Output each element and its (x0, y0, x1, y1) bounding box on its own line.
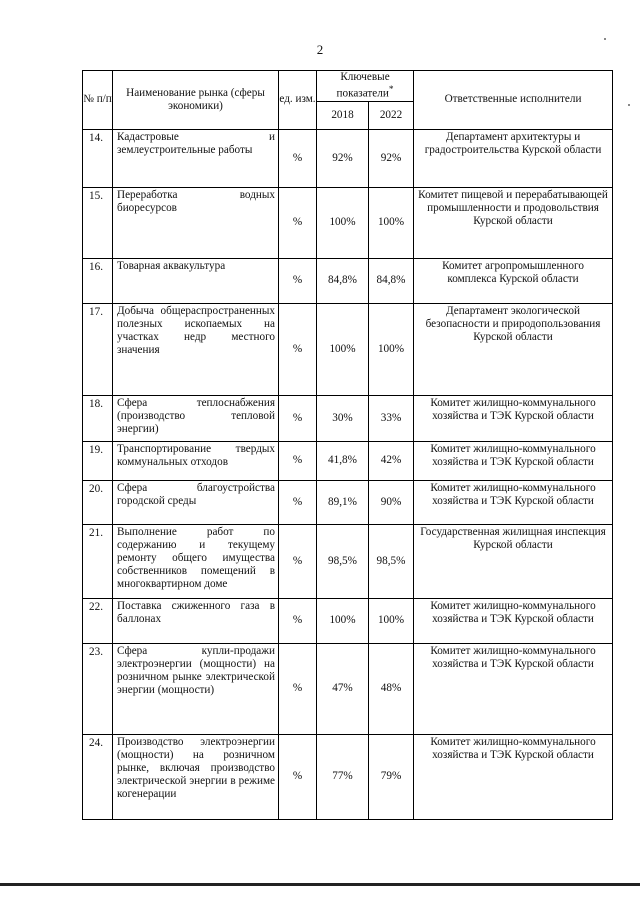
header-key-indicators-label: Ключевые показатели (336, 71, 390, 100)
table-row (83, 643, 613, 734)
market-name: Транспортирование твердых коммунальных отходов (113, 441, 279, 480)
unit: % (279, 129, 317, 187)
markets-table (82, 70, 613, 820)
unit: % (279, 480, 317, 524)
row-number: 22. (83, 598, 113, 643)
market-name: Сфера благоустройства городской среды (113, 480, 279, 524)
value-2022: 92% (369, 129, 414, 187)
value-2022: 100% (369, 303, 414, 395)
value-2018: 77% (317, 734, 369, 819)
responsible-executor: Комитет агропромышленного комплекса Курской области (414, 258, 613, 303)
responsible-executor: Комитет жилищно-коммунального хозяйства и ТЭК Курской области (414, 395, 613, 441)
responsible-executor: Государственная жилищная инспекция Курской области (414, 524, 613, 598)
unit: % (279, 734, 317, 819)
value-2022: 33% (369, 395, 414, 441)
responsible-executor: Департамент архитектуры и градостроительства Курской области (414, 129, 613, 187)
row-number: 20. (83, 480, 113, 524)
row-number: 14. (83, 129, 113, 187)
responsible-executor: Комитет жилищно-коммунального хозяйства и ТЭК Курской области (414, 598, 613, 643)
row-number: 17. (83, 303, 113, 395)
table-row (83, 598, 613, 643)
value-2018: 100% (317, 598, 369, 643)
responsible-executor: Департамент экологической безопасности и природопользования Курской области (414, 303, 613, 395)
header-market-name: Наименование рынка (сферы экономики) (113, 71, 279, 130)
unit: % (279, 395, 317, 441)
header-year-2018: 2018 (317, 101, 369, 129)
responsible-executor: Комитет пищевой и перерабатывающей промышленности и продовольствия Курской области (414, 187, 613, 258)
value-2018: 47% (317, 643, 369, 734)
row-number: 18. (83, 395, 113, 441)
value-2022: 100% (369, 598, 414, 643)
table-row (83, 524, 613, 598)
market-name: Товарная аквакультура (113, 258, 279, 303)
responsible-executor: Комитет жилищно-коммунального хозяйства и ТЭК Курской области (414, 643, 613, 734)
value-2018: 41,8% (317, 441, 369, 480)
table-row (83, 187, 613, 258)
responsible-executor: Комитет жилищно-коммунального хозяйства и ТЭК Курской области (414, 441, 613, 480)
market-name: Выполнение работ по содержанию и текущему ремонту общего имущества собственников помещений в многоквартирном доме (113, 524, 279, 598)
unit: % (279, 598, 317, 643)
value-2022: 42% (369, 441, 414, 480)
value-2018: 89,1% (317, 480, 369, 524)
value-2018: 100% (317, 187, 369, 258)
header-unit: ед. изм. (279, 71, 317, 130)
market-name: Поставка сжиженного газа в баллонах (113, 598, 279, 643)
market-name: Сфера купли-продажи электроэнергии (мощности) на розничном рынке электрической энергии (мощности) (113, 643, 279, 734)
header-num: № п/п (83, 71, 113, 130)
responsible-executor: Комитет жилищно-коммунального хозяйства и ТЭК Курской области (414, 734, 613, 819)
unit: % (279, 258, 317, 303)
market-name: Кадастровые и землеустроительные работы (113, 129, 279, 187)
unit: % (279, 524, 317, 598)
header-key-indicators (317, 71, 414, 102)
scan-bottom-edge (0, 883, 640, 886)
table-row (83, 441, 613, 480)
row-number: 23. (83, 643, 113, 734)
row-number: 21. (83, 524, 113, 598)
value-2018: 98,5% (317, 524, 369, 598)
header-year-2022: 2022 (369, 101, 414, 129)
value-2022: 84,8% (369, 258, 414, 303)
table-row (83, 480, 613, 524)
table-row (83, 734, 613, 819)
market-name: Производство электроэнергии (мощности) на розничном рынке, включая производство электрической энергии в режиме когенерации (113, 734, 279, 819)
scan-speck (604, 38, 606, 40)
unit: % (279, 643, 317, 734)
unit: % (279, 441, 317, 480)
value-2022: 48% (369, 643, 414, 734)
unit: % (279, 303, 317, 395)
value-2022: 98,5% (369, 524, 414, 598)
value-2018: 100% (317, 303, 369, 395)
value-2022: 79% (369, 734, 414, 819)
market-name: Добыча общераспространенных полезных ископаемых на участках недр местного значения (113, 303, 279, 395)
row-number: 15. (83, 187, 113, 258)
responsible-executor: Комитет жилищно-коммунального хозяйства и ТЭК Курской области (414, 480, 613, 524)
value-2018: 30% (317, 395, 369, 441)
row-number: 16. (83, 258, 113, 303)
table-header (83, 71, 613, 130)
header-responsible: Ответственные исполнители (414, 71, 613, 130)
table-body (83, 129, 613, 819)
value-2018: 84,8% (317, 258, 369, 303)
page-number: 2 (316, 42, 324, 57)
value-2022: 100% (369, 187, 414, 258)
table-row (83, 303, 613, 395)
row-number: 24. (83, 734, 113, 819)
table-row (83, 129, 613, 187)
row-number: 19. (83, 441, 113, 480)
scan-speck (628, 104, 630, 106)
market-name: Сфера теплоснабжения (производство тепловой энергии) (113, 395, 279, 441)
market-name: Переработка водных биоресурсов (113, 187, 279, 258)
value-2018: 92% (317, 129, 369, 187)
value-2022: 90% (369, 480, 414, 524)
table-row (83, 395, 613, 441)
table-row (83, 258, 613, 303)
footnote-mark: * (388, 85, 394, 95)
unit: % (279, 187, 317, 258)
